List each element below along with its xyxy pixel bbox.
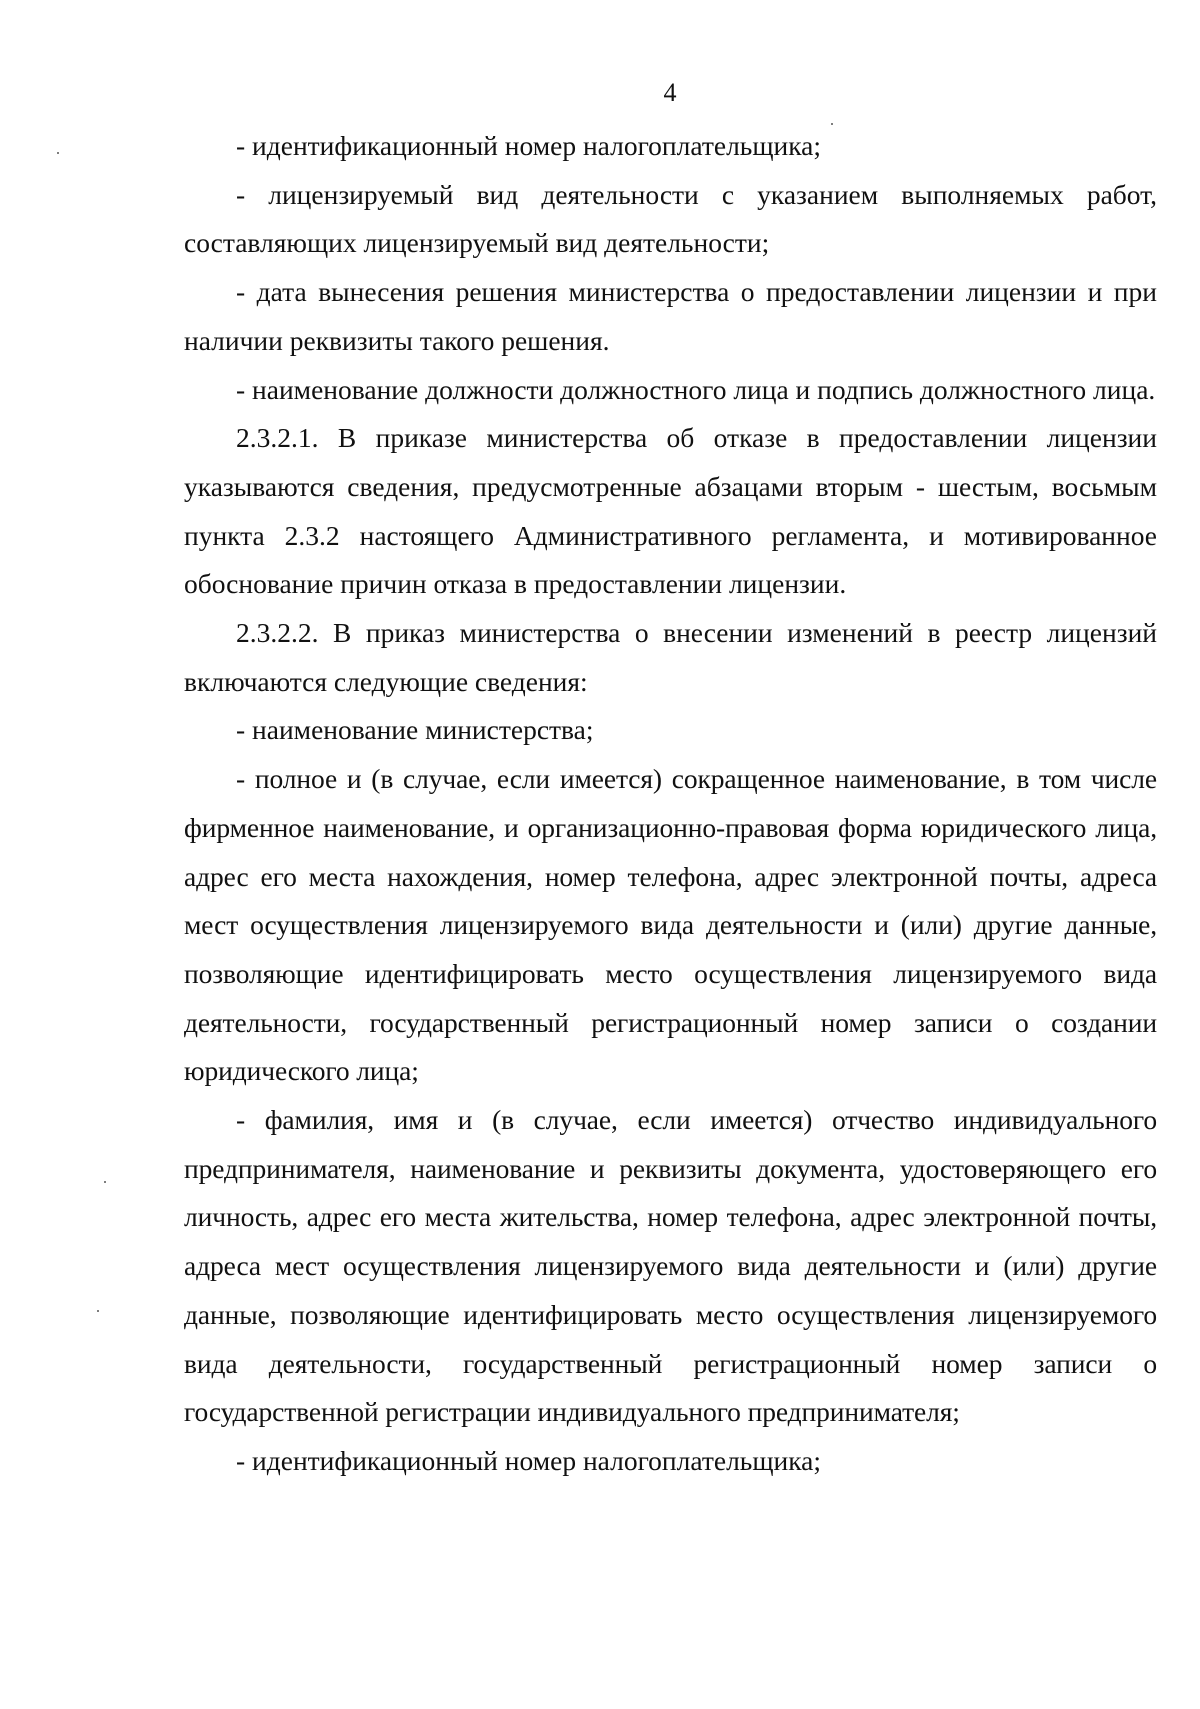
page-number: 4 (663, 78, 677, 107)
paragraph-decision-date: - дата вынесения решения министерства о предоставлении лицензии и при наличии реквизиты такого решения. (184, 276, 1157, 356)
scan-speck (57, 152, 59, 154)
paragraph-legal-entity: - полное и (в случае, если имеется) сокращенное наименование, в том числе фирменное наименование, и организационно-правовая форма юридического лица, адрес его места нахождения, номер телефона, адрес электронной почты, адреса мест осуществления лицензируемого вида деятельности и (или) другие данные, позволяющие идентифицировать место осуществления лицензируемого вида деятельности, государственный регистрационный номер записи о создании юридического лица; (184, 763, 1157, 1087)
paragraph-individual-entrepreneur: - фамилия, имя и (в случае, если имеется) отчество индивидуального предпринимателя, наименование и реквизиты документа, удостоверяющего его личность, адрес его места жительства, номер телефона, адрес электронной почты, адреса мест осуществления лицензируемого вида деятельности и (или) другие данные, позволяющие идентифицировать место осуществления лицензируемого вида деятельности, государственный регистрационный номер записи о государственной регистрации индивидуального предпринимателя; (184, 1104, 1157, 1428)
paragraph-2-3-2-1: 2.3.2.1. В приказе министерства об отказе в предоставлении лицензии указываются сведения, предусмотренные абзацами вторым - шестым, восьмым пункта 2.3.2 настоящего Административного регламента, и мотивированное обоснование причин отказа в предоставлении лицензии. (184, 422, 1157, 600)
paragraph-official-signature: - наименование должности должностного лица и подпись должностного лица. (236, 373, 1156, 405)
paragraph-licensed-activity: - лицензируемый вид деятельности с указанием выполняемых работ, составляющих лицензируемый вид деятельности; (184, 178, 1157, 259)
paragraph-2-3-2-2: 2.3.2.2. В приказ министерства о внесении изменений в реестр лицензий включаются следующие сведения: (184, 617, 1157, 697)
paragraph-inn-repeat: - идентификационный номер налогоплательщика; (236, 1444, 822, 1476)
paragraph-ministry-name: - наименование министерства; (236, 714, 594, 746)
scan-speck (104, 1181, 106, 1183)
document-body (184, 122, 1157, 1486)
scan-speck (97, 1310, 99, 1312)
paragraph-inn: - идентификационный номер налогоплательщика; (236, 130, 822, 161)
scan-speck (831, 123, 833, 125)
